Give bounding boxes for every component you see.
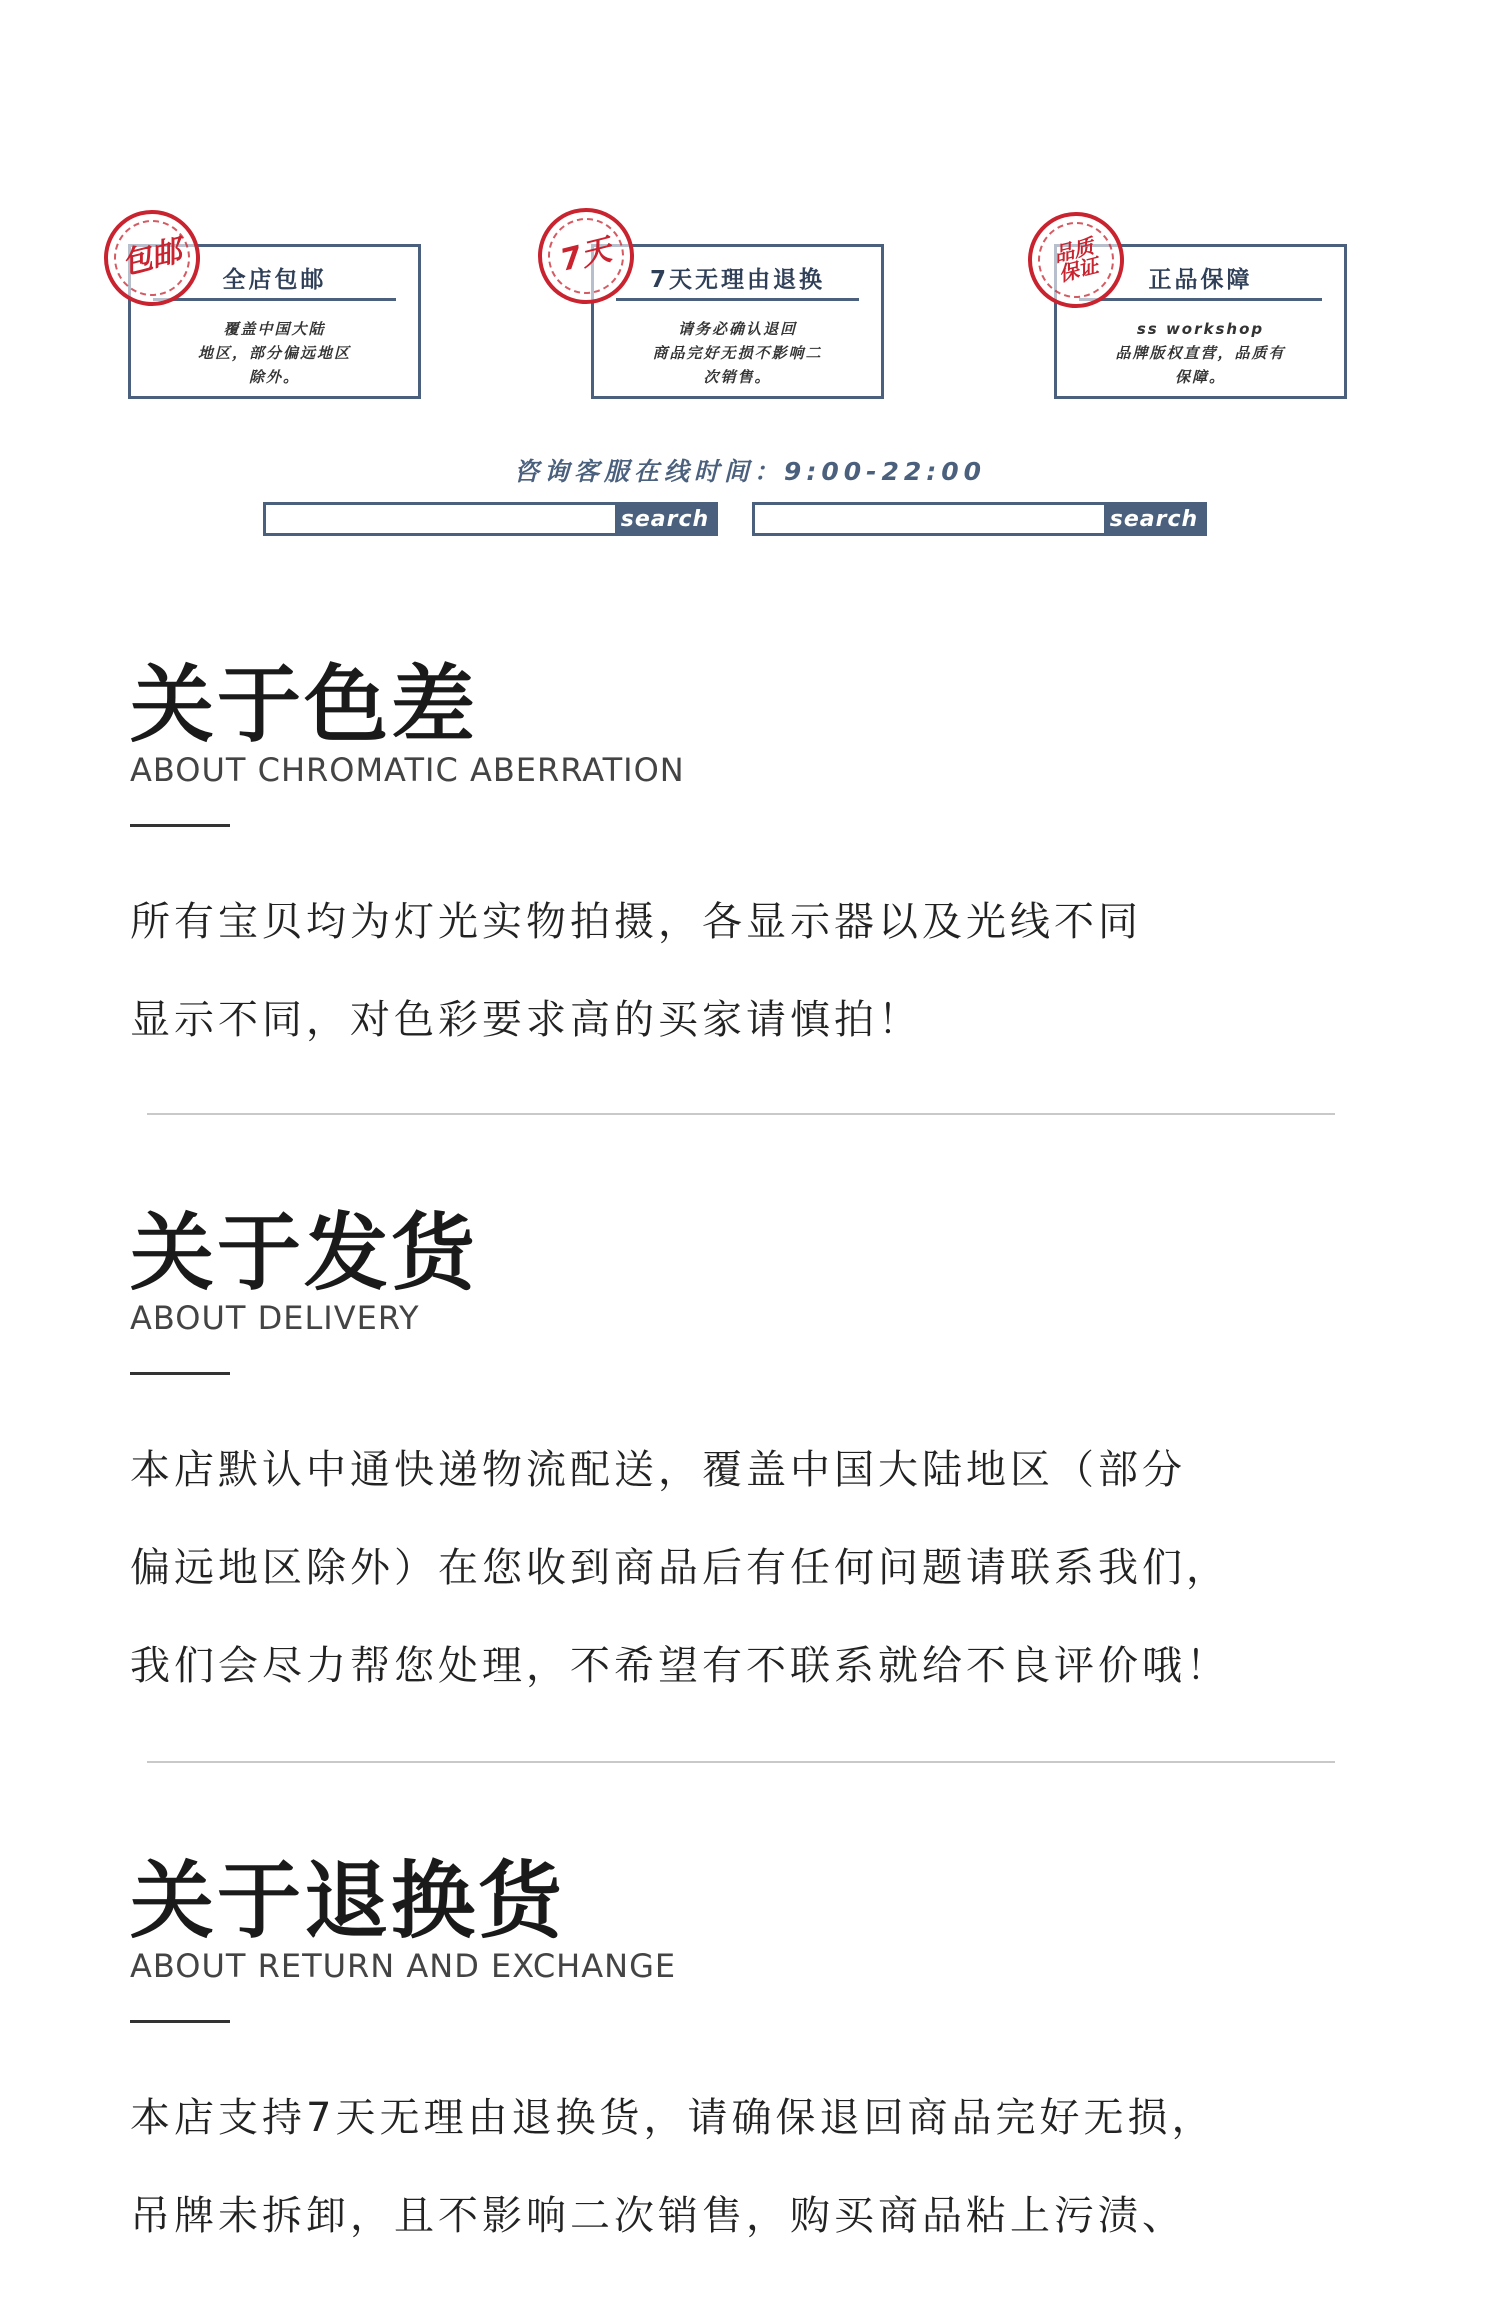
search-bar-left bbox=[263, 502, 718, 536]
badge-line: 除外。 bbox=[248, 368, 300, 386]
badge-line: 覆盖中国大陆 bbox=[223, 320, 326, 338]
service-hours: 咨询客服在线时间：9:00-22:00 bbox=[513, 457, 987, 486]
section-body bbox=[130, 1421, 1360, 1715]
section-title: 关于色差 bbox=[130, 656, 479, 754]
body-line: 我们会尽力帮您处理，不希望有不联系就给不良评价哦！ bbox=[130, 1643, 1230, 1689]
section-divider bbox=[147, 1113, 1335, 1115]
badge-line: 品牌版权直营，品质有 bbox=[1115, 344, 1286, 362]
badge-line: 次销售。 bbox=[703, 368, 772, 386]
section-color-difference bbox=[130, 655, 1360, 1069]
search-input[interactable] bbox=[266, 505, 615, 533]
search-input[interactable] bbox=[755, 505, 1104, 533]
badge-line: 保障。 bbox=[1174, 368, 1226, 386]
badge-title: 正品保障 bbox=[1148, 267, 1253, 293]
section-accent-rule bbox=[130, 1372, 230, 1375]
badge-description bbox=[632, 317, 843, 389]
badge-line: 地区，部分偏远地区 bbox=[197, 344, 351, 362]
body-line: 显示不同，对色彩要求高的买家请慎拍！ bbox=[130, 997, 922, 1043]
badge-title: 7天无理由退换 bbox=[649, 267, 825, 293]
body-line: 偏远地区除外）在您收到商品后有任何问题请联系我们， bbox=[130, 1545, 1230, 1591]
section-title: 关于发货 bbox=[130, 1204, 479, 1302]
section-body bbox=[130, 873, 1360, 1069]
stamp-label: 包邮 bbox=[118, 233, 186, 282]
badge-divider bbox=[153, 298, 396, 301]
badge-divider bbox=[616, 298, 859, 301]
badge-divider bbox=[1079, 298, 1322, 301]
section-subtitle: ABOUT CHROMATIC ABERRATION bbox=[130, 751, 685, 789]
guarantee-badges bbox=[0, 0, 1500, 420]
body-line: 本店支持7天无理由退换货，请确保退回商品完好无损， bbox=[130, 2095, 1216, 2141]
section-return-exchange bbox=[130, 1851, 1360, 2265]
section-delivery bbox=[130, 1203, 1360, 1715]
stamp-label: 7天 bbox=[556, 232, 615, 279]
badge-line: 请务必确认退回 bbox=[677, 320, 797, 338]
section-accent-rule bbox=[130, 2020, 230, 2023]
body-line: 本店默认中通快递物流配送，覆盖中国大陆地区（部分 bbox=[130, 1447, 1186, 1493]
section-title: 关于退换货 bbox=[130, 1852, 566, 1950]
section-accent-rule bbox=[130, 824, 230, 827]
section-divider bbox=[147, 1761, 1335, 1763]
body-line: 吊牌未拆卸，且不影响二次销售，购买商品粘上污渍、 bbox=[130, 2193, 1186, 2239]
section-subtitle: ABOUT RETURN AND EXCHANGE bbox=[130, 1947, 677, 1985]
badge-description bbox=[1095, 317, 1306, 389]
search-button[interactable]: search bbox=[615, 505, 715, 533]
body-line: 所有宝贝均为灯光实物拍摄，各显示器以及光线不同 bbox=[130, 899, 1142, 945]
section-body bbox=[130, 2069, 1360, 2265]
badge-description bbox=[169, 317, 380, 389]
badge-line: 商品完好无损不影响二 bbox=[652, 344, 823, 362]
badge-line: ss workshop bbox=[1136, 320, 1265, 338]
badge-title: 全店包邮 bbox=[222, 267, 327, 293]
search-button[interactable]: search bbox=[1104, 505, 1204, 533]
search-bar-right bbox=[752, 502, 1207, 536]
badge-7-day-return bbox=[591, 244, 884, 399]
section-subtitle: ABOUT DELIVERY bbox=[130, 1299, 420, 1337]
stamp-label: 品质保证 bbox=[1051, 233, 1101, 287]
